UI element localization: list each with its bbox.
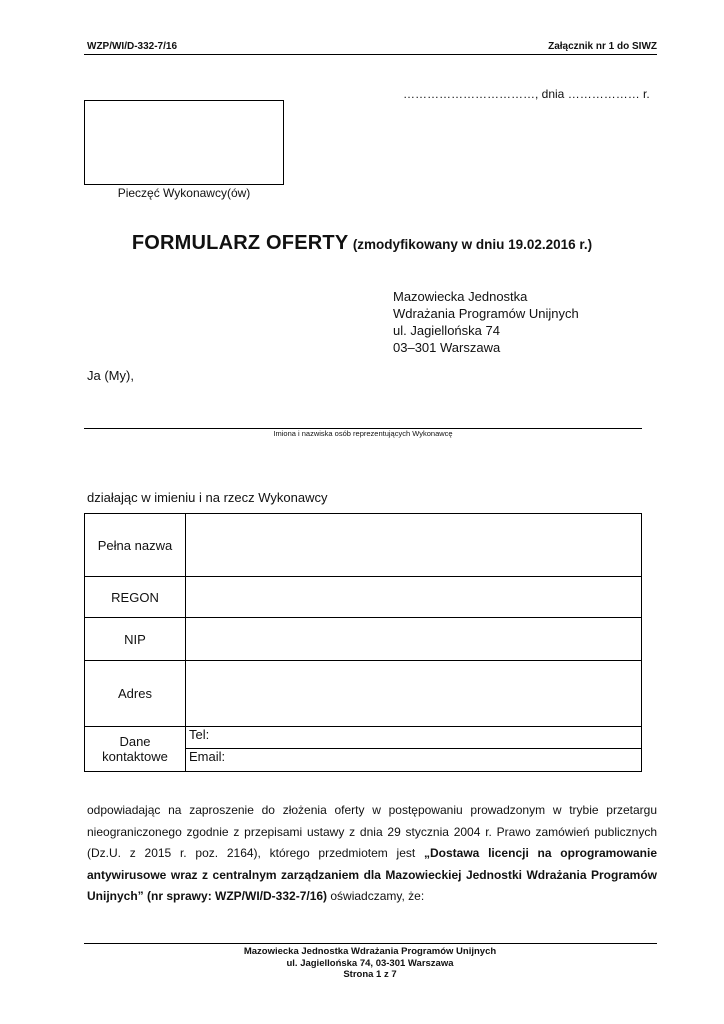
nip-label: NIP — [85, 618, 186, 661]
paragraph-subject: „Dostawa licencji na oprogramowanie antywirusowe wraz z centralnym zarządzaniem dla Mazowieckiej Jednostki Wdrażania Programów Unijnych” (nr sprawy: WZP/WI/D-332-7/16) — [87, 846, 657, 903]
stamp-label: Pieczęć Wykonawcy(ów) — [117, 186, 251, 200]
ja-my-label: Ja (My), — [87, 368, 134, 383]
tel-field[interactable]: Tel: — [186, 727, 642, 749]
footer-divider — [84, 943, 657, 944]
footer-line: ul. Jagiellońska 74, 03-301 Warszawa — [286, 957, 454, 969]
representatives-caption: Imiona i nazwiska osób reprezentujących Wykonawcę — [273, 429, 453, 438]
addressee-line: Wdrażania Programów Unijnych — [393, 306, 579, 321]
table-row — [85, 727, 642, 749]
contractor-stamp-box — [84, 100, 284, 185]
case-number: WZP/WI/D-332-7/16 — [87, 41, 178, 52]
page-title — [0, 232, 724, 255]
attachment-label: Załącznik nr 1 do SIWZ — [548, 41, 657, 52]
footer-line: Mazowiecka Jednostka Wdrażania Programów Unijnych — [243, 946, 497, 957]
full-name-field[interactable] — [186, 514, 642, 577]
contractor-details-table — [84, 513, 642, 772]
table-row — [85, 577, 642, 618]
addressee-line: ul. Jagiellońska 74 — [393, 323, 500, 338]
addressee-line: Mazowiecka Jednostka — [393, 289, 528, 304]
address-field[interactable] — [186, 661, 642, 727]
regon-field[interactable] — [186, 577, 642, 618]
addressee-block — [393, 288, 579, 356]
page-number: Strona 1 z 7 — [343, 969, 397, 980]
contact-label — [85, 727, 186, 772]
table-row — [85, 661, 642, 727]
addressee-line: 03–301 Warszawa — [393, 340, 501, 355]
email-field[interactable]: Email: — [186, 749, 642, 772]
paragraph-text: odpowiadając na zaproszenie do złożenia oferty w postępowaniu prowadzonym w trybie przetargu nieograniczonego zgodnie z przepisami ustawy z dnia 29 stycznia 2004 r. Prawo zamówień publicznych (Dz.U. z 2015 r. poz. 2164), którego przedmiotem jest — [87, 803, 657, 860]
title-main: FORMULARZ OFERTY — [131, 232, 349, 254]
table-row — [85, 618, 642, 661]
address-label: Adres — [85, 661, 186, 727]
contact-label-line: Dane — [119, 734, 151, 749]
declaration-paragraph — [87, 800, 657, 908]
acting-on-behalf-label: działając w imieniu i na rzecz Wykonawcy — [87, 490, 328, 505]
paragraph-text-end: oświadczamy, że: — [327, 889, 425, 903]
nip-field[interactable] — [186, 618, 642, 661]
full-name-label: Pełna nazwa — [85, 514, 186, 577]
table-row — [85, 514, 642, 577]
place-date-line: ……………………………, dnia ……………… r. — [403, 87, 650, 101]
regon-label: REGON — [85, 577, 186, 618]
title-sub: (zmodyfikowany w dniu 19.02.2016 r.) — [352, 237, 593, 252]
contact-label-line: kontaktowe — [102, 749, 168, 764]
page-footer — [0, 946, 724, 981]
header-divider — [84, 54, 657, 55]
